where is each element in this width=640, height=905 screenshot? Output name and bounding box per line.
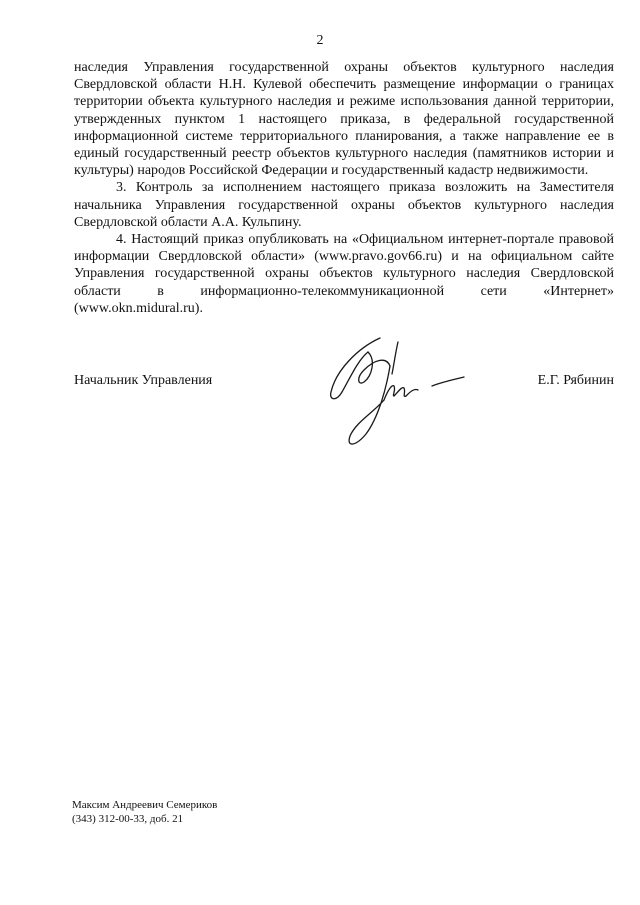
handwritten-signature [328, 330, 476, 452]
page-number: 2 [316, 33, 324, 48]
executor-phone: (343) 312-00-33, доб. 21 [72, 812, 184, 825]
signatory-title: Начальник Управления [74, 373, 213, 388]
paragraph-control: 3. Контроль за исполнением настоящего приказа возложить на Заместителя начальника Управления государственной охраны объектов культурного наследия Свердловской области А.А. Кульпину. [74, 180, 614, 230]
paragraph-continuation: наследия Управления государственной охраны объектов культурного наследия Свердловской области Н.Н. Кулевой обеспечить размещение информации о границах территории объекта культурного наследия и режиме использования данной территории, утвержденных пунктом 1 настоящего приказа, в федеральной государственной информационной системе территориального планирования, а также направление ее в единый государственный реестр объектов культурного наследия (памятников истории и культуры) народов Российской Федерации и государственный кадастр недвижимости. [74, 60, 614, 179]
executor-info [72, 799, 217, 826]
paragraph-publication: 4. Настоящий приказ опубликовать на «Официальном интернет-портале правовой информации Свердловской области» (www.pravo.gov66.ru) и на официальном сайте Управления государственной охраны объектов культурного наследия Свердловской области в информационно-телекоммуникационной сети «Интернет» (www.okn.midural.ru). [74, 232, 614, 316]
executor-name: Максим Андреевич Семериков [72, 799, 218, 811]
document-body [74, 59, 614, 317]
signatory-name: Е.Г. Рябинин [537, 373, 614, 388]
